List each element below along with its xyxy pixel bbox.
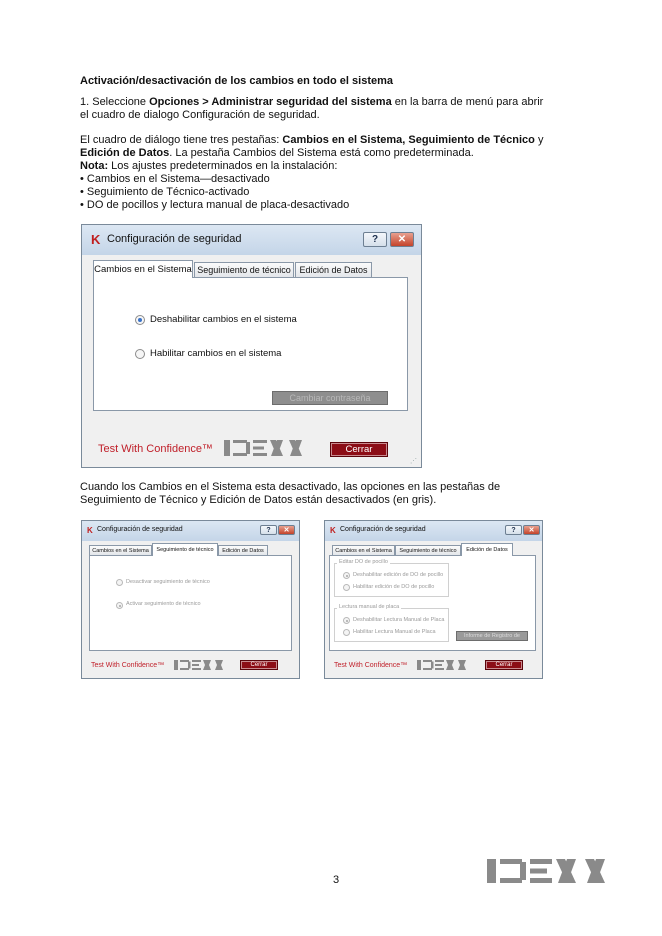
- radio-enable-od-edit-label: Habilitar edición de DO de pocillo: [353, 584, 435, 590]
- tab-system-changes[interactable]: Cambios en el Sistema: [332, 545, 395, 556]
- tabs-name-data-edit: Edición de Datos: [80, 147, 170, 159]
- radio-disable-manual-read-label: Deshabilitar Lectura Manual de Placa: [353, 617, 445, 623]
- radio-disable-od-edit-label: Deshabilitar edición de DO de pocillo: [353, 572, 444, 578]
- step-1-line2: el cuadro de dialogo Configuración de seguridad.: [80, 109, 320, 121]
- tab-technician-tracking[interactable]: Seguimiento de técnico: [194, 262, 294, 278]
- radio-disable-system-changes[interactable]: [135, 315, 145, 325]
- app-logo-icon: K: [91, 232, 101, 247]
- change-password-button[interactable]: Cambiar contraseña: [272, 391, 388, 405]
- radio-disable-od-edit[interactable]: [343, 572, 350, 579]
- step-1-paragraph: [80, 96, 580, 122]
- security-dialog-technician-tracking: [81, 520, 300, 679]
- note-label: Nota:: [80, 160, 109, 172]
- caption-paragraph: [80, 481, 600, 507]
- group-manual-plate-read-title: Lectura manual de placa: [339, 604, 400, 610]
- group-well-od-edit: [334, 563, 449, 597]
- section-heading: Activación/desactivación de los cambios en todo el sistema: [80, 75, 393, 87]
- idexx-footer-logo: [487, 857, 619, 885]
- security-dialog-system-changes: [81, 224, 422, 468]
- group-manual-plate-read: [334, 608, 449, 642]
- radio-enable-manual-read-label: Habilitar Lectura Manual de Placa: [353, 629, 436, 635]
- tabs-paragraph: [80, 134, 600, 212]
- app-logo-icon: K: [87, 526, 93, 535]
- dialog-title: Configuración de seguridad: [97, 526, 183, 533]
- radio-enable-tracking[interactable]: [116, 602, 123, 609]
- radio-enable-system-changes[interactable]: [135, 349, 145, 359]
- note-bullet: • DO de pocillos y lectura manual de placa-desactivado: [80, 199, 350, 211]
- radio-disable-manual-read[interactable]: [343, 617, 350, 624]
- tagline: Test With Confidence™: [98, 443, 213, 455]
- idexx-logo: [174, 659, 229, 671]
- step-1-prefix: 1. Seleccione: [80, 96, 150, 108]
- idexx-logo: [224, 439, 312, 457]
- dialog-title: Configuración de seguridad: [340, 526, 426, 533]
- tabs-mid: y: [534, 134, 544, 146]
- close-icon[interactable]: ✕: [278, 525, 295, 535]
- tabs-suffix: . La pestaña Cambios del Sistema está como predeterminada.: [169, 147, 474, 159]
- close-button[interactable]: Cerrar: [240, 660, 278, 670]
- help-icon[interactable]: ?: [363, 232, 387, 247]
- radio-enable-od-edit[interactable]: [343, 584, 350, 591]
- page-number: 3: [333, 874, 340, 886]
- tab-data-edit[interactable]: Edición de Datos: [295, 262, 372, 278]
- radio-enable-tracking-label: Activar seguimiento de técnico: [126, 601, 201, 607]
- radio-enable-system-changes-label: Habilitar cambios en el sistema: [150, 348, 282, 359]
- radio-disable-tracking[interactable]: [116, 579, 123, 586]
- report-log-button[interactable]: Informe de Registro de: [456, 631, 528, 641]
- caption-line1: Cuando los Cambios en el Sistema esta desactivado, las opciones en las pestañas de: [80, 481, 501, 493]
- note-bullet: • Seguimiento de Técnico-activado: [80, 186, 250, 198]
- tagline: Test With Confidence™: [334, 662, 408, 669]
- close-icon[interactable]: ✕: [523, 525, 540, 535]
- tab-system-changes[interactable]: Cambios en el Sistema: [89, 545, 152, 556]
- tab-system-changes[interactable]: Cambios en el Sistema: [93, 260, 193, 278]
- close-button[interactable]: Cerrar: [330, 442, 388, 457]
- tabs-prefix: El cuadro de diálogo tiene tres pestañas:: [80, 134, 283, 146]
- tab-data-edit[interactable]: Edición de Datos: [461, 543, 513, 556]
- step-1-menu-path: Opciones > Administrar seguridad del sistema: [149, 96, 392, 108]
- idexx-logo: [417, 659, 472, 671]
- radio-enable-manual-read[interactable]: [343, 629, 350, 636]
- close-button[interactable]: Cerrar: [485, 660, 523, 670]
- radio-disable-tracking-label: Desactivar seguimiento de técnico: [126, 579, 210, 585]
- tab-technician-tracking[interactable]: Seguimiento de técnico: [152, 543, 218, 556]
- tab-data-edit[interactable]: Edición de Datos: [218, 545, 268, 556]
- dialog-title: Configuración de seguridad: [107, 233, 242, 245]
- help-icon[interactable]: ?: [260, 525, 277, 535]
- note-text: Los ajustes predeterminados en la instalación:: [108, 160, 338, 172]
- help-icon[interactable]: ?: [505, 525, 522, 535]
- tabs-names: Cambios en el Sistema, Seguimiento de Técnico: [282, 134, 535, 146]
- app-logo-icon: K: [330, 526, 336, 535]
- radio-disable-system-changes-label: Deshabilitar cambios en el sistema: [150, 314, 297, 325]
- group-well-od-edit-title: Editar DO de pocillo: [339, 559, 388, 565]
- close-icon[interactable]: ✕: [390, 232, 414, 247]
- caption-line2: Seguimiento de Técnico y Edición de Datos están desactivados (en gris).: [80, 494, 437, 506]
- tab-technician-tracking[interactable]: Seguimiento de técnico: [395, 545, 461, 556]
- tagline: Test With Confidence™: [91, 662, 165, 669]
- note-bullet: • Cambios en el Sistema—desactivado: [80, 173, 270, 185]
- step-1-suffix: en la barra de menú para abrir: [391, 96, 544, 108]
- security-dialog-data-edit: [324, 520, 543, 679]
- resize-grip-icon[interactable]: ⋰: [410, 458, 417, 465]
